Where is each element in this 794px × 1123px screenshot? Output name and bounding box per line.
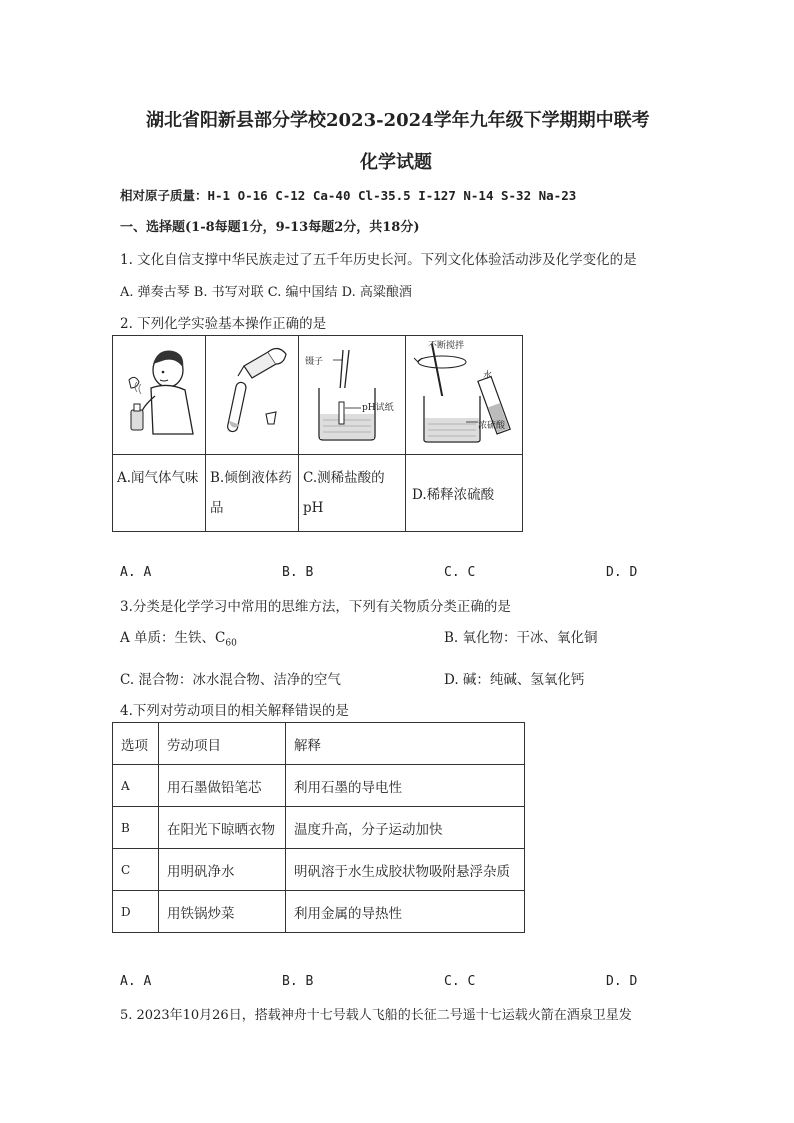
row-a-option: A <box>113 765 159 807</box>
label-acid: 浓硫酸 <box>478 421 506 431</box>
q2-answer-d: D. D <box>606 565 638 580</box>
q1-options: A. 弹奏古琴 B. 书写对联 C. 编中国结 D. 高粱酿酒 <box>120 285 412 300</box>
q3-option-a-text: A 单质：生铁、C <box>120 630 226 646</box>
dilution-illustration <box>406 336 522 450</box>
q3-option-c: C. 混合物：冰水混合物、洁净的空气 <box>120 672 341 688</box>
q4-stem: 4.下列对劳动项目的相关解释错误的是 <box>120 703 349 719</box>
row-d-task: 用铁锅炒菜 <box>159 891 286 933</box>
row-b-option: B <box>113 807 159 849</box>
pouring-illustration <box>206 336 298 450</box>
table-row <box>113 765 525 807</box>
fig-smell-gas <box>113 336 206 455</box>
q4-answer-a: A. A <box>120 974 152 989</box>
row-a-explanation: 利用石墨的导电性 <box>286 765 525 807</box>
table-row <box>113 849 525 891</box>
q4-answer-b: B. B <box>282 974 314 989</box>
q3-stem: 3.分类是化学学习中常用的思维方法，下列有关物质分类正确的是 <box>120 599 511 615</box>
q5-stem: 5. 2023年10月26日，搭载神舟十七号载人飞船的长征二号遥十七运载火箭在酒泉卫星发 <box>120 1008 632 1023</box>
label-water: 水 <box>483 371 493 381</box>
q2-figure-table <box>112 335 523 532</box>
q4-table <box>112 722 525 933</box>
q3-option-a <box>120 626 237 649</box>
q2-answer-a: A. A <box>120 565 152 580</box>
label-tweezers: 镊子 <box>305 357 324 367</box>
row-c-task: 用明矾净水 <box>159 849 286 891</box>
atomic-mass-line: 相对原子质量：H-1 O-16 C-12 Ca-40 Cl-35.5 I-127 N-14 S-32 Na-23 <box>120 188 577 203</box>
header-explanation: 解释 <box>286 723 525 765</box>
table-header-row <box>113 723 525 765</box>
page-subtitle: 化学试题 <box>360 152 432 173</box>
caption-c: C.测稀盐酸的pH <box>299 455 406 532</box>
section-heading: 一、选择题(1-8每题1分，9-13每题2分，共18分) <box>120 220 420 235</box>
caption-a: A.闻气体气味 <box>113 455 206 532</box>
q3-option-a-subscript: 60 <box>225 638 237 649</box>
header-option: 选项 <box>113 723 159 765</box>
q3-option-d: D. 碱：纯碱、氢氧化钙 <box>444 672 585 688</box>
fig-dilute-acid <box>406 336 523 455</box>
row-c-option: C <box>113 849 159 891</box>
table-row <box>113 891 525 933</box>
table-row <box>113 807 525 849</box>
q3-option-b: B. 氧化物：干冰、氧化铜 <box>444 630 598 646</box>
q2-answer-b: B. B <box>282 565 314 580</box>
label-stir: 不断搅拌 <box>428 341 465 351</box>
caption-b: B.倾倒液体药品 <box>206 455 299 532</box>
fig-test-ph <box>299 336 406 455</box>
page-title: 湖北省阳新县部分学校2023-2024学年九年级下学期期中联考 <box>146 110 650 131</box>
header-task: 劳动项目 <box>159 723 286 765</box>
q2-answer-c: C. C <box>444 565 476 580</box>
boy-smelling-illustration <box>113 336 205 450</box>
row-b-explanation: 温度升高，分子运动加快 <box>286 807 525 849</box>
q2-stem: 2. 下列化学实验基本操作正确的是 <box>120 316 327 332</box>
q4-answer-c: C. C <box>444 974 476 989</box>
caption-d: D.稀释浓硫酸 <box>406 455 523 532</box>
row-d-explanation: 利用金属的导热性 <box>286 891 525 933</box>
label-ph-paper: pH试纸 <box>362 403 394 413</box>
fig-pour-liquid <box>206 336 299 455</box>
q1-stem: 1. 文化自信支撑中华民族走过了五千年历史长河。下列文化体验活动涉及化学变化的是 <box>120 252 637 268</box>
q4-answer-d: D. D <box>606 974 638 989</box>
row-b-task: 在阳光下晾晒衣物 <box>159 807 286 849</box>
row-c-explanation: 明矾溶于水生成胶状物吸附悬浮杂质 <box>286 849 525 891</box>
row-d-option: D <box>113 891 159 933</box>
row-a-task: 用石墨做铅笔芯 <box>159 765 286 807</box>
